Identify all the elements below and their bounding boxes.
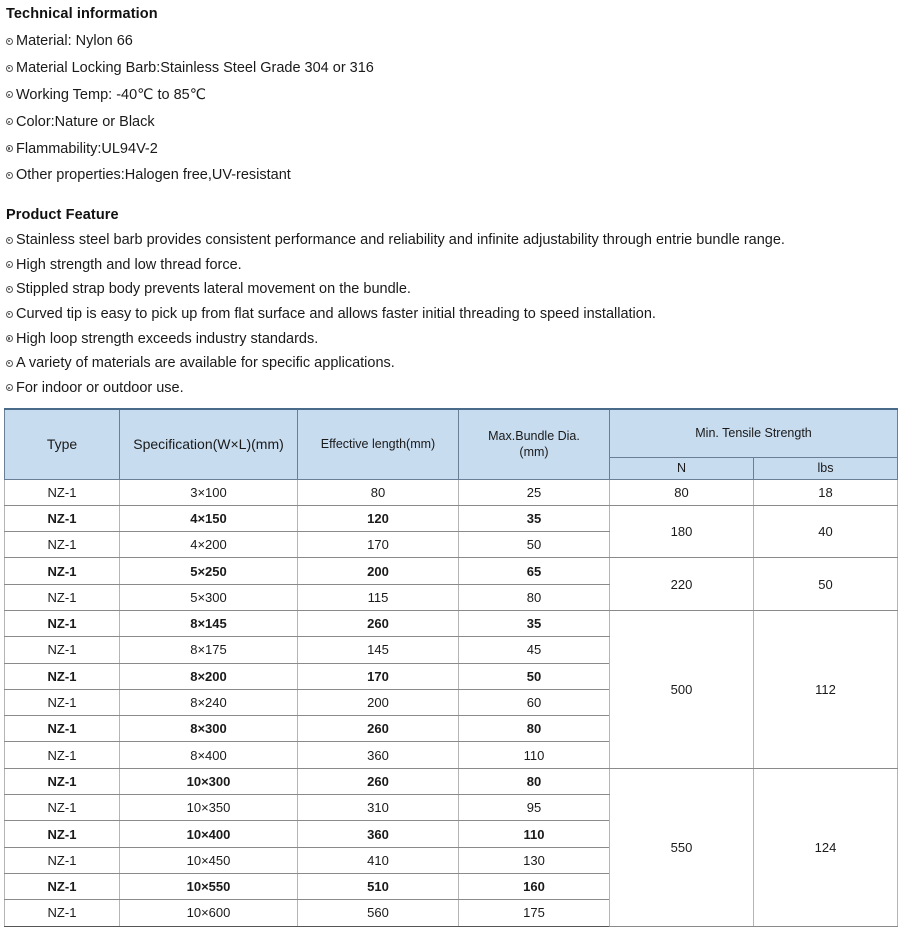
bundle-dia-cell: 35 bbox=[459, 505, 610, 531]
feature-item-text: High strength and low thread force. bbox=[16, 256, 242, 273]
technical-item bbox=[6, 108, 374, 135]
type-cell: NZ-1 bbox=[5, 663, 120, 689]
type-cell: NZ-1 bbox=[5, 479, 120, 505]
technical-item bbox=[6, 55, 374, 82]
technical-item-text: Material Locking Barb:Stainless Steel Grade 304 or 316 bbox=[16, 60, 374, 77]
bullet-icon bbox=[6, 65, 13, 72]
technical-item-text: Material: Nylon 66 bbox=[16, 33, 133, 50]
feature-item-text: A variety of materials are available for specific applications. bbox=[16, 355, 395, 372]
effective-length-cell: 410 bbox=[298, 847, 459, 873]
type-cell: NZ-1 bbox=[5, 900, 120, 926]
bundle-dia-cell: 60 bbox=[459, 689, 610, 715]
technical-item bbox=[6, 135, 374, 162]
feature-item bbox=[6, 253, 785, 278]
bullet-icon bbox=[6, 145, 13, 152]
type-cell: NZ-1 bbox=[5, 768, 120, 794]
table-row bbox=[5, 479, 898, 505]
bullet-icon bbox=[6, 311, 13, 318]
header-effective-length: Effective length(mm) bbox=[298, 409, 459, 479]
bundle-dia-cell: 35 bbox=[459, 610, 610, 636]
bullet-icon bbox=[6, 91, 13, 98]
effective-length-cell: 170 bbox=[298, 663, 459, 689]
bundle-dia-cell: 175 bbox=[459, 900, 610, 926]
bundle-dia-cell: 50 bbox=[459, 663, 610, 689]
feature-item-text: For indoor or outdoor use. bbox=[16, 379, 184, 396]
bundle-dia-cell: 45 bbox=[459, 637, 610, 663]
specification-cell: 10×450 bbox=[120, 847, 298, 873]
table-row bbox=[5, 558, 898, 584]
specification-cell: 8×175 bbox=[120, 637, 298, 663]
type-cell: NZ-1 bbox=[5, 821, 120, 847]
bundle-dia-cell: 160 bbox=[459, 873, 610, 899]
specification-cell: 8×145 bbox=[120, 610, 298, 636]
effective-length-cell: 80 bbox=[298, 479, 459, 505]
type-cell: NZ-1 bbox=[5, 584, 120, 610]
type-cell: NZ-1 bbox=[5, 689, 120, 715]
specification-cell: 10×350 bbox=[120, 795, 298, 821]
bundle-dia-cell: 130 bbox=[459, 847, 610, 873]
header-max-bundle-dia bbox=[459, 409, 610, 479]
effective-length-cell: 360 bbox=[298, 821, 459, 847]
type-cell: NZ-1 bbox=[5, 742, 120, 768]
effective-length-cell: 260 bbox=[298, 768, 459, 794]
header-type: Type bbox=[5, 409, 120, 479]
bundle-dia-cell: 80 bbox=[459, 716, 610, 742]
bundle-dia-cell: 25 bbox=[459, 479, 610, 505]
bundle-dia-cell: 65 bbox=[459, 558, 610, 584]
specification-cell: 4×150 bbox=[120, 505, 298, 531]
bundle-dia-cell: 110 bbox=[459, 742, 610, 768]
tensile-n-cell: 80 bbox=[610, 479, 754, 505]
type-cell: NZ-1 bbox=[5, 505, 120, 531]
product-feature-list bbox=[6, 228, 785, 400]
header-max-bundle-dia-line1: Max.Bundle Dia. bbox=[488, 429, 580, 444]
specification-cell: 8×200 bbox=[120, 663, 298, 689]
tensile-n-cell: 500 bbox=[610, 610, 754, 768]
technical-information-title: Technical information bbox=[6, 6, 158, 22]
product-feature-title: Product Feature bbox=[6, 207, 119, 223]
type-cell: NZ-1 bbox=[5, 716, 120, 742]
feature-item bbox=[6, 228, 785, 253]
header-lbs: lbs bbox=[754, 457, 898, 479]
bundle-dia-cell: 80 bbox=[459, 584, 610, 610]
header-n: N bbox=[610, 457, 754, 479]
feature-item bbox=[6, 376, 785, 401]
technical-information-list bbox=[6, 28, 374, 189]
technical-item-text: Color:Nature or Black bbox=[16, 113, 155, 130]
specification-cell: 10×600 bbox=[120, 900, 298, 926]
header-max-bundle-dia-line2: (mm) bbox=[519, 445, 549, 460]
specification-cell: 10×300 bbox=[120, 768, 298, 794]
technical-item bbox=[6, 28, 374, 55]
bullet-icon bbox=[6, 38, 13, 45]
effective-length-cell: 115 bbox=[298, 584, 459, 610]
table-row bbox=[5, 768, 898, 794]
feature-item-text: Stainless steel barb provides consistent performance and reliability and infinite adjustability through entrie bundle range. bbox=[16, 232, 785, 249]
type-cell: NZ-1 bbox=[5, 610, 120, 636]
bullet-icon bbox=[6, 237, 13, 244]
table-row bbox=[5, 610, 898, 636]
bullet-icon bbox=[6, 261, 13, 268]
specification-cell: 8×240 bbox=[120, 689, 298, 715]
type-cell: NZ-1 bbox=[5, 795, 120, 821]
bundle-dia-cell: 95 bbox=[459, 795, 610, 821]
effective-length-cell: 200 bbox=[298, 558, 459, 584]
tensile-n-cell: 550 bbox=[610, 768, 754, 926]
header-min-tensile-strength: Min. Tensile Strength bbox=[610, 409, 898, 457]
feature-item-text: High loop strength exceeds industry standards. bbox=[16, 330, 319, 347]
effective-length-cell: 170 bbox=[298, 532, 459, 558]
tensile-lbs-cell: 50 bbox=[754, 558, 898, 611]
technical-item-text: Other properties:Halogen free,UV-resistant bbox=[16, 167, 291, 184]
effective-length-cell: 560 bbox=[298, 900, 459, 926]
specification-cell: 5×300 bbox=[120, 584, 298, 610]
feature-item bbox=[6, 277, 785, 302]
specification-cell: 8×300 bbox=[120, 716, 298, 742]
bundle-dia-cell: 110 bbox=[459, 821, 610, 847]
technical-item bbox=[6, 82, 374, 109]
bullet-icon bbox=[6, 118, 13, 125]
specification-cell: 3×100 bbox=[120, 479, 298, 505]
bullet-icon bbox=[6, 335, 13, 342]
tensile-n-cell: 220 bbox=[610, 558, 754, 611]
table-row bbox=[5, 505, 898, 531]
type-cell: NZ-1 bbox=[5, 558, 120, 584]
tensile-lbs-cell: 124 bbox=[754, 768, 898, 926]
effective-length-cell: 260 bbox=[298, 716, 459, 742]
specification-cell: 8×400 bbox=[120, 742, 298, 768]
specification-table bbox=[4, 408, 898, 927]
bullet-icon bbox=[6, 172, 13, 179]
effective-length-cell: 120 bbox=[298, 505, 459, 531]
specification-table-body bbox=[5, 479, 898, 926]
bullet-icon bbox=[6, 286, 13, 293]
technical-item bbox=[6, 162, 374, 189]
feature-item bbox=[6, 351, 785, 376]
type-cell: NZ-1 bbox=[5, 873, 120, 899]
technical-item-text: Working Temp: -40℃ to 85℃ bbox=[16, 86, 207, 103]
feature-item-text: Curved tip is easy to pick up from flat surface and allows faster initial threading to speed installation. bbox=[16, 306, 656, 323]
specification-cell: 5×250 bbox=[120, 558, 298, 584]
header-specification: Specification(W×L)(mm) bbox=[120, 409, 298, 479]
effective-length-cell: 510 bbox=[298, 873, 459, 899]
technical-item-text: Flammability:UL94V-2 bbox=[16, 140, 158, 157]
effective-length-cell: 260 bbox=[298, 610, 459, 636]
feature-item-text: Stippled strap body prevents lateral movement on the bundle. bbox=[16, 281, 411, 298]
bullet-icon bbox=[6, 360, 13, 367]
effective-length-cell: 145 bbox=[298, 637, 459, 663]
specification-cell: 10×400 bbox=[120, 821, 298, 847]
tensile-lbs-cell: 18 bbox=[754, 479, 898, 505]
type-cell: NZ-1 bbox=[5, 637, 120, 663]
type-cell: NZ-1 bbox=[5, 532, 120, 558]
effective-length-cell: 310 bbox=[298, 795, 459, 821]
effective-length-cell: 200 bbox=[298, 689, 459, 715]
specification-cell: 4×200 bbox=[120, 532, 298, 558]
feature-item bbox=[6, 326, 785, 351]
effective-length-cell: 360 bbox=[298, 742, 459, 768]
bullet-icon bbox=[6, 384, 13, 391]
tensile-lbs-cell: 112 bbox=[754, 610, 898, 768]
feature-item bbox=[6, 302, 785, 327]
tensile-lbs-cell: 40 bbox=[754, 505, 898, 558]
type-cell: NZ-1 bbox=[5, 847, 120, 873]
bundle-dia-cell: 50 bbox=[459, 532, 610, 558]
specification-cell: 10×550 bbox=[120, 873, 298, 899]
tensile-n-cell: 180 bbox=[610, 505, 754, 558]
bundle-dia-cell: 80 bbox=[459, 768, 610, 794]
